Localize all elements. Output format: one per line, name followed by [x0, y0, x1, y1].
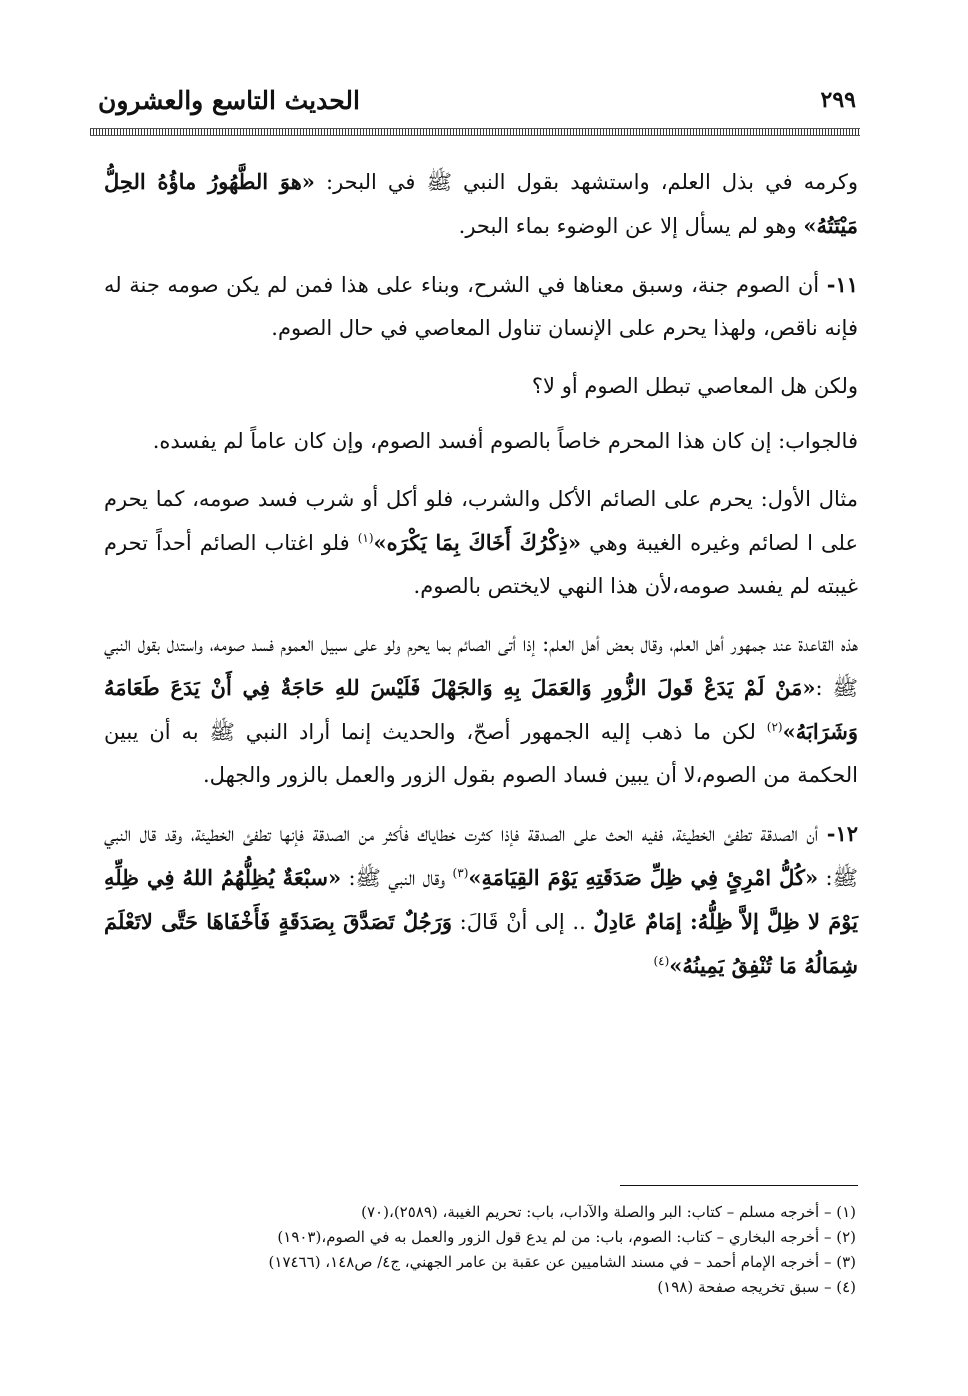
footnote-item: (١) – أخرجه مسلم – كتاب: البر والصلة والآداب، باب: تحريم الغيبة، (٢٥٨٩)،(٧٠): [361, 1203, 856, 1221]
paragraph: [104, 160, 858, 248]
text-run: أن الصدقة تطفئ الخطيئة، ففيه الحث على الصدقة فإذا كثرت خطاياك فأكثر من الصدقة فإنها تطفئ الخطيئة، وقد قال النبي ﷺ:: [104, 822, 858, 890]
text-run: فلو اغتاب الصائم أحداً تحرم غيبته لم يفسد صومه،لأن هذا النهي لايختص بالصوم.: [104, 531, 858, 598]
text-run: وكرمه في بذل العلم، واستشهد بقول النبي ﷺ في البحر:: [314, 170, 859, 194]
main-text: [104, 160, 858, 1003]
hadith-quote: «هوَ الطَّهُورُ ماؤُهُ الحِلُّ مَيْتَتُهُ»: [104, 169, 858, 238]
chapter-title: الحديث التاسع والعشرون: [98, 85, 360, 115]
text-run: ولكن هل المعاصي تبطل الصوم أو لا؟: [531, 374, 858, 398]
footnote-ref[interactable]: (٣): [452, 866, 469, 880]
text-run: هذه القاعدة عند جمهور أهل العلم، وقال بعض أهل العلم: إذا أتى الصائم بما يحرم ولو على سبيل العموم فسد صومه، واستدل بقول النبي ﷺ :: [104, 632, 858, 700]
paragraph: [104, 478, 858, 608]
paragraph: [104, 420, 858, 463]
hadith-quote: وَرَجُلٌ تَصَدَّقَ بِصَدَقَةٍ فَأَخْفَاهَا حَتَّى لاتَعْلَمَ شِمَالُهُ مَا تُنْفِقُ يَمِينُهُ»: [104, 909, 858, 978]
text-run: وهو لم يسأل إلا عن الوضوء بماء البحر.: [458, 214, 804, 238]
text-run: أن الصوم جنة، وسبق معناها في الشرح، وبناء على هذا فمن لم يكن صومه جنة له فإنه ناقص، ولهذا يحرم على الإنسان تناول المعاصي في حال الصوم.: [104, 273, 858, 340]
point-number: ١٢-: [826, 821, 858, 846]
paragraph: [104, 623, 858, 797]
paragraph: [104, 812, 858, 988]
paragraph: [104, 263, 858, 350]
text-run: وقال النبي ﷺ:: [341, 866, 453, 890]
hadith-quote: «ذِكْرُكَ أَخَاكَ بِمَا يَكْرَه»: [373, 530, 582, 555]
footnote-ref[interactable]: (١): [357, 531, 374, 545]
footnote-ref[interactable]: (٢): [766, 720, 783, 734]
footnote-item: (٤) – سبق تخريجه صفحة (١٩٨): [657, 1278, 856, 1296]
running-header: [98, 80, 856, 120]
footnote-divider: [620, 1185, 858, 1186]
point-number: ١١-: [826, 272, 858, 297]
page-number: ٢٩٩: [820, 87, 856, 113]
footnote-item: (٢) – أخرجه البخاري – كتاب: الصوم، باب: من لم يدع قول الزور والعمل به في الصوم،(١٩٠٣): [277, 1228, 856, 1246]
footnotes: [104, 1200, 856, 1300]
hadith-quote: «سبْعَةٌ يُظِلُّهُمُ اللهُ فِي ظِلِّهِ يَوْمَ لا ظِلَّ إلاَّ ظِلُّهُ: إمَامٌ عَادِلٌ: [104, 865, 858, 934]
text-run: .. إلى أنْ قَالَ:: [452, 910, 586, 934]
footnote-ref[interactable]: (٤): [653, 954, 670, 968]
text-run: مثال الأول: يحرم على الصائم الأكل والشرب، فلو أكل أو شرب فسد صومه، كما يحرم على ا لصائم وغيره الغيبة وهي: [104, 487, 859, 555]
text-run: لكن ما ذهب إليه الجمهور أصحّ، والحديث إنما أراد النبي ﷺ به أن يبين الحكمة من الصوم،لا أن يبين فساد الصوم بقول الزور والعمل بالزور والجهل.: [104, 720, 858, 787]
footnote-item: (٣) – أخرجه الإمام أحمد – في مسند الشاميين عن عقبة بن عامر الجهني، ج٤/ ص١٤٨، (١٧٤٦٦): [268, 1253, 856, 1271]
paragraph: [104, 365, 858, 408]
text-run: فالجواب: إن كان هذا المحرم خاصاً بالصوم أفسد الصوم، وإن كان عاماً لم يفسده.: [152, 429, 858, 453]
header-divider: [90, 128, 860, 136]
hadith-quote: «مَنْ لَمْ يَدَعْ قَولَ الزُّورِ وَالعَمَلَ بِهِ وَالجَهْلَ فَلَيْسَ للهِ حَاجَةٌ فِي أَنْ يَدَعَ طَعَامَهُ وَشَرَابَهُ»: [104, 675, 858, 744]
hadith-quote: «كُلُّ امْرِئٍ فِي ظِلِّ صَدَقَتِهِ يَوْمَ القِيَامَةِ»: [468, 865, 819, 890]
